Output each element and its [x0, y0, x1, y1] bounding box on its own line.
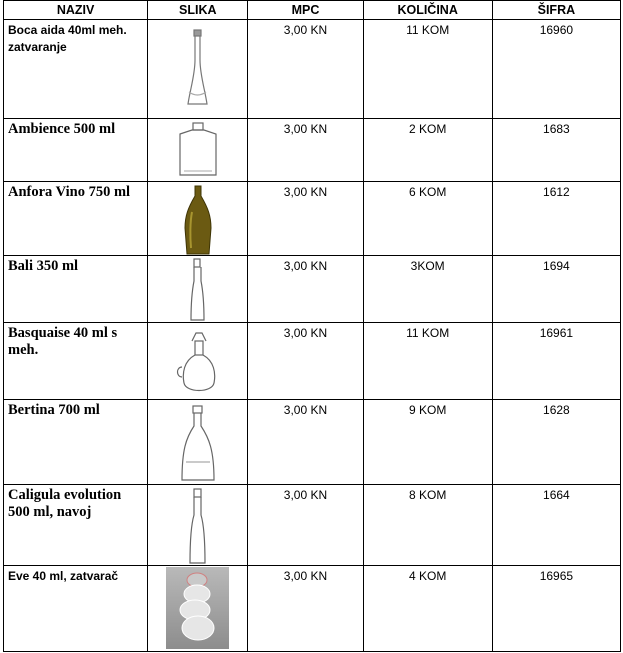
price: 3,00 KN	[283, 403, 328, 417]
table-row	[4, 182, 621, 256]
code: 16960	[539, 23, 574, 37]
olive-wine-bottle-icon	[148, 182, 247, 255]
code: 16965	[539, 569, 574, 583]
product-name: Basquaise 40 ml s meh.	[8, 325, 118, 358]
quantity: 2 KOM	[408, 122, 447, 136]
quantity: 6 KOM	[408, 185, 447, 199]
product-name: Anfora Vino 750 ml	[8, 184, 131, 200]
header-slika: SLIKA	[148, 1, 248, 20]
table-row	[4, 566, 621, 652]
table-row	[4, 323, 621, 400]
quantity: 11 KOM	[406, 326, 450, 340]
product-name: Bali 350 ml	[8, 258, 79, 274]
figure-bottle-photo-icon	[148, 566, 247, 651]
round-flask-swing-top-icon	[148, 323, 247, 399]
price: 3,00 KN	[283, 122, 328, 136]
cognac-bottle-icon	[148, 400, 247, 484]
code: 1683	[543, 122, 570, 136]
slim-clear-bottle-icon	[148, 256, 247, 322]
tall-clear-bottle-icon	[148, 485, 247, 565]
header-kolicina: KOLIČINA	[363, 1, 492, 20]
quantity: 9 KOM	[408, 403, 447, 417]
code: 1628	[543, 403, 570, 417]
code: 1694	[543, 259, 570, 273]
table-row	[4, 20, 621, 119]
quantity: 3KOM	[410, 259, 445, 273]
product-name: Boca aida 40ml meh. zatvaranje	[8, 23, 127, 54]
price: 3,00 KN	[283, 259, 328, 273]
price: 3,00 KN	[283, 185, 328, 199]
code: 16961	[539, 326, 574, 340]
header-row	[4, 1, 621, 20]
price: 3,00 KN	[283, 569, 328, 583]
table-row	[4, 485, 621, 566]
table-row	[4, 119, 621, 182]
product-name: Caligula evolution 500 ml, navoj	[8, 487, 122, 520]
product-name: Eve 40 ml, zatvarač	[8, 569, 119, 583]
table-row	[4, 400, 621, 485]
header-mpc: MPC	[248, 1, 363, 20]
header-sifra: ŠIFRA	[492, 1, 620, 20]
product-name: Bertina 700 ml	[8, 402, 100, 418]
quantity: 4 KOM	[408, 569, 447, 583]
price: 3,00 KN	[283, 488, 328, 502]
price: 3,00 KN	[283, 23, 328, 37]
code: 1612	[543, 185, 570, 199]
price: 3,00 KN	[283, 326, 328, 340]
code: 1664	[543, 488, 570, 502]
clear-square-flask-icon	[148, 119, 247, 181]
product-table	[3, 0, 621, 652]
header-naziv: NAZIV	[4, 1, 148, 20]
quantity: 8 KOM	[408, 488, 447, 502]
table-row	[4, 256, 621, 323]
clear-bottle-swing-top-icon	[148, 20, 247, 118]
product-name: Ambience 500 ml	[8, 121, 116, 137]
quantity: 11 KOM	[406, 23, 450, 37]
